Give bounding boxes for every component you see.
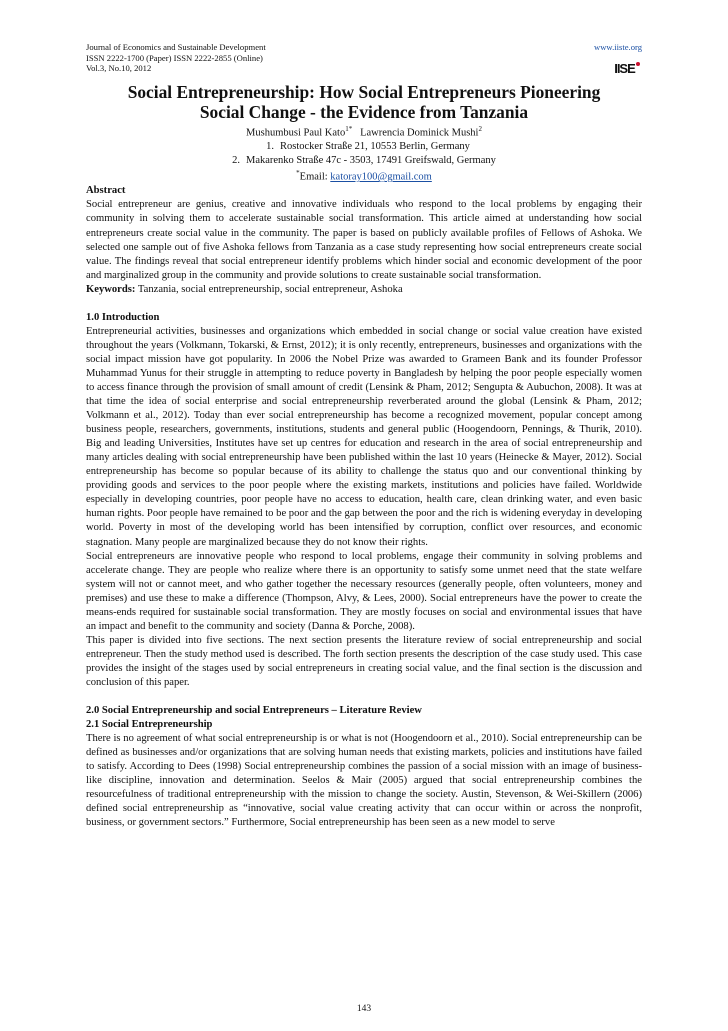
keywords-line bbox=[86, 283, 642, 297]
paper-title-line2: Social Change - the Evidence from Tanzania bbox=[199, 102, 529, 122]
journal-url[interactable]: www.iiste.org bbox=[594, 42, 642, 52]
logo-text: IISE bbox=[614, 61, 635, 76]
paper-page bbox=[86, 42, 642, 830]
email-link[interactable]: katoray100@gmail.com bbox=[330, 171, 432, 183]
intro-heading: 1.0 Introduction bbox=[86, 311, 160, 323]
author-line bbox=[86, 123, 642, 140]
affiliation-1 bbox=[86, 140, 642, 154]
email-label: Email: bbox=[299, 171, 331, 183]
email-line bbox=[86, 167, 642, 184]
affiliation-2-number: 2. bbox=[232, 154, 240, 166]
abstract-heading: Abstract bbox=[86, 185, 126, 197]
keywords-label: Keywords: bbox=[86, 283, 136, 295]
author1-sup: 1* bbox=[345, 125, 353, 133]
affiliation-2-text: Makarenko Straße 47c - 3503, 17491 Greifswald, Germany bbox=[245, 154, 496, 166]
section-2-heading: 2.0 Social Entrepreneurship and social Entrepreneurs – Literature Review bbox=[86, 705, 422, 717]
iiste-logo bbox=[614, 56, 640, 82]
journal-issn: ISSN 2222-1700 (Paper) ISSN 2222-2855 (Online) bbox=[86, 52, 263, 63]
intro-paragraph-3: This paper is divided into five sections. The next section presents the literature review of social entrepreneurship and social entrepreneur. Then the study method used is described. The forth section presents the description of the case study used. This case provides the insight of the stages used by social entrepreneurs in creating social value, and the final section is the discussion and conclusion of this paper. bbox=[86, 634, 642, 688]
paper-title bbox=[86, 82, 642, 122]
intro-paragraph-2: Social entrepreneurs are innovative people who respond to local problems, engage their community in solving problems and accelerate change. They are people who realize where there is an opportunity to satisfy some unmet need that the state welfare system will not or cannot meet, and who gather together the necessary resources (generally people, often volunteers, money and premises) and use these to make a difference (Thompson, Alvy, & Lees, 2000). Social entrepreneurs have the power to create the means-ends required for sustainable social transformation. They are mostly focuses on social and environmental issues that have an impact and benefit to the community and society (Danna & Porche, 2008). bbox=[86, 550, 642, 632]
paper-title-line1: Social Entrepreneurship: How Social Entrepreneurs Pioneering bbox=[127, 82, 601, 102]
abstract-text: Social entrepreneur are genius, creative and innovative individuals who respond to the local problems by engaging their community in solving them to accelerate sustainable social transformation. This article aimed at understanding how social entrepreneurs create social value in the community. The paper is based on publicly available profiles of Fellows of Ashoka. We selected one sample out of five Ashoka fellows from Tanzania as a case study representing how social entrepreneurs create social value. The findings reveal that social entrepreneur identify problems which hinder social and economic development of the poor and marginalized group in the community and provide solutions to create sustainable social transformation. bbox=[86, 199, 642, 281]
journal-name: Journal of Economics and Sustainable Development bbox=[86, 42, 266, 52]
affiliation-1-text: Rostocker Straße 21, 10553 Berlin, Germany bbox=[280, 141, 470, 153]
page-number: 143 bbox=[356, 1004, 372, 1014]
email-sup: * bbox=[296, 169, 300, 178]
author1-name: Mushumbusi Paul Kato bbox=[246, 127, 346, 139]
intro-paragraph-1: Entrepreneurial activities, businesses and organizations which embedded in social change or social value creation have existed throughout the years (Volkmann, Tokarski, & Ernst, 2012); it is only recently, entrepreneurs, businesses and organizations with the social impact mission have got popularity. In 2006 the Nobel Prize was awarded to Grameen Bank and its founder Professor Muhammad Yunus for their struggle in attempting to reduce poverty in Bangladesh by helping the poor people especially women to access finance through the provision of small amount of credit (Lensink & Pham, 2012; Sengupta & Aubuchon, 2008). It was at that time the idea of social enterprise and social entrepreneurship reverberated around the global (Lensink & Pham, 2012; Volkmann et al., 2012). Today than ever social entrepreneurship has become a recognized movement, popular concept among business people, researchers, governments, institutions, students and general public (Hoogendoorn, Pennings, & Thurik, 2010). Big and leading Universities, Institutes have set up centres for education and research in the area of social entrepreneurship and many articles dealing with social entrepreneurship have been published within the last 10 years (Heinecke & Mayer, 2012). Social entrepreneurship has become so popular because of its ability to challenge the status quo and our conventional thinking by providing goods and services to the poor people where the existing markets, institutions and policies have failed. Worldwide especially in developing countries, poor people have no access to education, health care, clean drinking water, and even basic human rights. Poor people have remained to be poor and the gap between the poor and the rich is widening everyday in developing world. Poverty in most of the developing world has been intensified by corruption, conflict over resources, and economic stagnation. Many people are marginalized because they do not know their rights. bbox=[86, 325, 642, 548]
keywords-text: Tanzania, social entrepreneurship, social entrepreneur, Ashoka bbox=[137, 283, 403, 295]
author2-name: Lawrencia Dominick Mushi bbox=[360, 127, 479, 139]
journal-volume: Vol.3, No.10, 2012 bbox=[86, 63, 152, 74]
section-2-1-paragraph: There is no agreement of what social entrepreneurship is or what is not (Hoogendoorn et al., 2010). Social entrepreneurship can be defined as businesses and/or organizations that are solving human needs that existing markets, policies and institutions have failed to satisfy. According to Dees (1998) Social entrepreneurship combines the passion of a social mission with an image of business-like discipline, innovation and determination. Seelos & Mair (2005) argued that social entrepreneurship combines the resourcefulness of traditional entrepreneurship with the mission to change the society. Austin, Stevenson, & Wei-Skillern (2006) defined social entrepreneurship as “innovative, social value creating activity that can occur within or across the nonprofit, business, or government sectors.” Furthermore, Social entrepreneurship has been seen as a new model to serve bbox=[86, 733, 642, 829]
author-block bbox=[86, 123, 642, 184]
affiliation-1-number: 1. bbox=[266, 141, 275, 153]
journal-header bbox=[86, 42, 642, 82]
section-2-1-heading: 2.1 Social Entrepreneurship bbox=[86, 719, 213, 731]
author2-sup: 2 bbox=[478, 125, 482, 133]
affiliation-2 bbox=[86, 154, 642, 168]
logo-dot-icon bbox=[636, 62, 640, 66]
